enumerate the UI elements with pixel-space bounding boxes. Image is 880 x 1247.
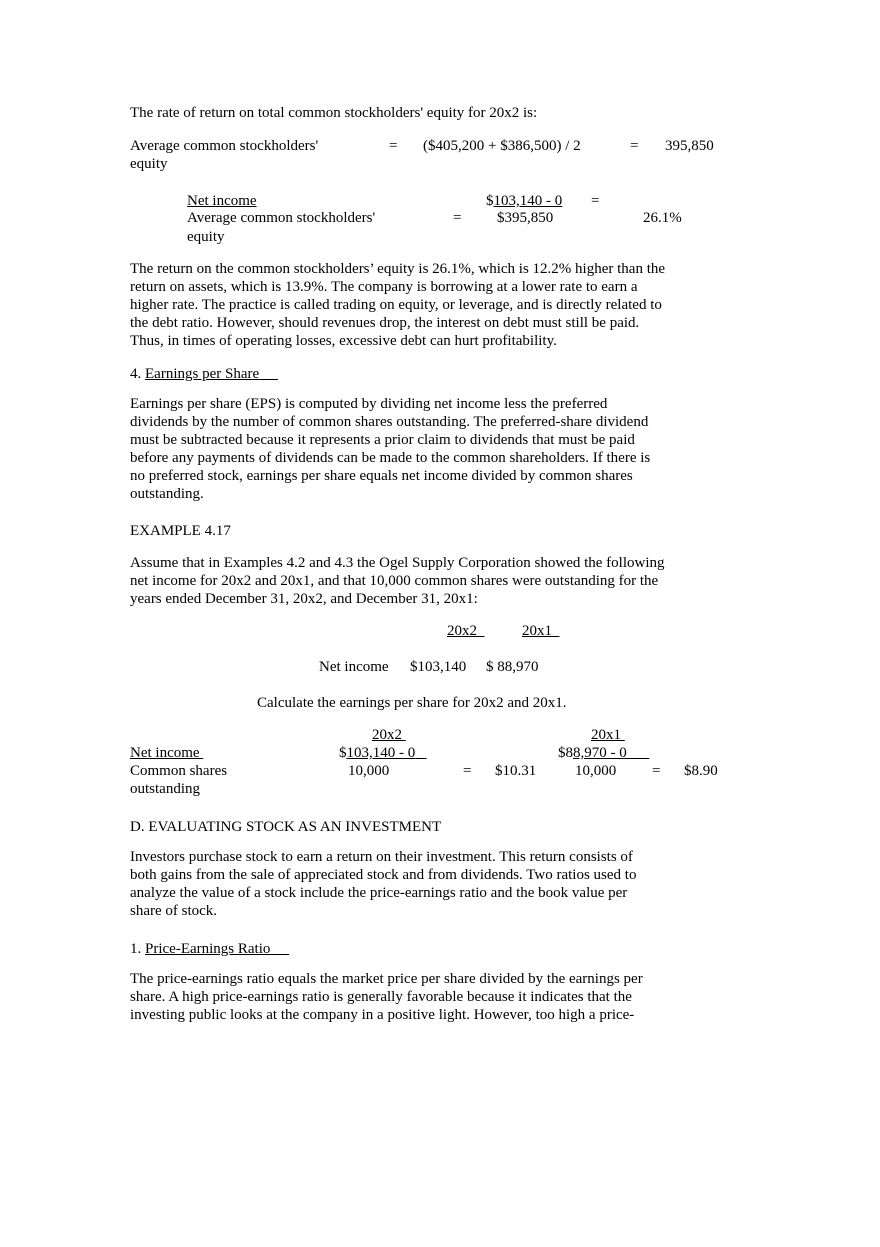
eps-calc-year-20x2: 20x2 (372, 727, 402, 743)
eps-calc-numerator-20x1: $88,970 - 0 (558, 745, 627, 761)
section-d-heading: D. EVALUATING STOCK AS AN INVESTMENT (130, 819, 442, 835)
roe-numerator-label: Net income (187, 193, 257, 209)
avg-equity-label-line2: equity (130, 156, 168, 172)
avg-equity-result: 395,850 (665, 138, 714, 154)
section-d-paragraph-line: analyze the value of a stock include the price-earnings ratio and the book value per (130, 885, 628, 901)
eps-calc-result-20x1: $8.90 (684, 763, 718, 779)
eps-calc-numerator-20x2: $103,140 - 0 (339, 745, 416, 761)
eps-heading: 4. Earnings per Share (130, 366, 260, 382)
eps-calc-denominator-label-line1: Common shares (130, 763, 228, 779)
eps-paragraph-line: Earnings per share (EPS) is computed by dividing net income less the preferred (130, 396, 608, 412)
avg-equity-equals-2: = (630, 138, 639, 154)
roe-paragraph-line: return on assets, which is 13.9%. The company is borrowing at a lower rate to earn a (130, 279, 638, 295)
example-title: EXAMPLE 4.17 (130, 523, 231, 539)
section-d-paragraph-line: Investors purchase stock to earn a return on their investment. This return consists of (130, 849, 633, 865)
eps-calc-result-20x2: $10.31 (495, 763, 537, 779)
roe-paragraph-line: Thus, in times of operating losses, excessive debt can hurt profitability. (130, 333, 557, 349)
example-paragraph-line: net income for 20x2 and 20x1, and that 10,000 common shares were outstanding for the (130, 573, 659, 589)
eps-paragraph-line: outstanding. (130, 486, 204, 502)
roe-numerator-equals: = (591, 193, 600, 209)
eps-calc-denominator-20x1: 10,000 (575, 763, 617, 779)
example-paragraph-line: Assume that in Examples 4.2 and 4.3 the Ogel Supply Corporation showed the following (130, 555, 665, 571)
roe-paragraph-line: The return on the common stockholders’ equity is 26.1%, which is 12.2% higher than the (130, 261, 666, 277)
section-d-paragraph-line: both gains from the sale of appreciated stock and from dividends. Two ratios used to (130, 867, 637, 883)
eps-calc-numerator-label: Net income (130, 745, 200, 761)
avg-equity-formula: ($405,200 + $386,500) / 2 (423, 138, 581, 154)
eps-calc-equals-20x2: = (463, 763, 472, 779)
eps-paragraph-line: before any payments of dividends can be made to the common shareholders. If there is (130, 450, 651, 466)
roe-paragraph-line: higher rate. The practice is called trading on equity, or leverage, and is directly related to (130, 297, 662, 313)
roe-paragraph-line: the debt ratio. However, should revenues drop, the interest on debt must still be paid. (130, 315, 640, 331)
avg-equity-equals-1: = (389, 138, 398, 154)
roe-numerator-value: $103,140 - 0 (486, 193, 563, 209)
example-table-row-label: Net income (319, 659, 389, 675)
example-table-col-20x2: 20x2 (447, 623, 477, 639)
eps-paragraph-line: must be subtracted because it represents a prior claim to dividends that must be paid (130, 432, 635, 448)
calc-instruction: Calculate the earnings per share for 20x2 and 20x1. (257, 695, 567, 711)
roe-denominator-label-line1: Average common stockholders' (187, 210, 376, 226)
avg-equity-label-line1: Average common stockholders' (130, 138, 319, 154)
pe-heading: 1. Price-Earnings Ratio (130, 941, 271, 957)
section-d-paragraph-line: share of stock. (130, 903, 218, 919)
pe-paragraph-line: investing public looks at the company in a positive light. However, too high a price- (130, 1007, 635, 1023)
intro-text: The rate of return on total common stockholders' equity for 20x2 is: (130, 105, 538, 121)
eps-calc-denominator-label-line2: outstanding (130, 781, 200, 797)
eps-paragraph-line: no preferred stock, earnings per share equals net income divided by common shares (130, 468, 633, 484)
example-table-value-20x2: $103,140 (410, 659, 467, 675)
example-table-value-20x1: $ 88,970 (486, 659, 539, 675)
pe-paragraph-line: The price-earnings ratio equals the market price per share divided by the earnings per (130, 971, 643, 987)
roe-denominator-label-line2: equity (187, 229, 225, 245)
pe-paragraph-line: share. A high price-earnings ratio is generally favorable because it indicates that the (130, 989, 632, 1005)
example-table-col-20x1: 20x1 (522, 623, 552, 639)
eps-paragraph-line: dividends by the number of common shares outstanding. The preferred-share dividend (130, 414, 649, 430)
eps-calc-year-20x1: 20x1 (591, 727, 621, 743)
roe-denominator-value: $395,850 (497, 210, 554, 226)
example-paragraph-line: years ended December 31, 20x2, and December 31, 20x1: (130, 591, 478, 607)
roe-result: 26.1% (643, 210, 682, 226)
eps-calc-equals-20x1: = (652, 763, 661, 779)
eps-calc-denominator-20x2: 10,000 (348, 763, 390, 779)
roe-equals: = (453, 210, 462, 226)
